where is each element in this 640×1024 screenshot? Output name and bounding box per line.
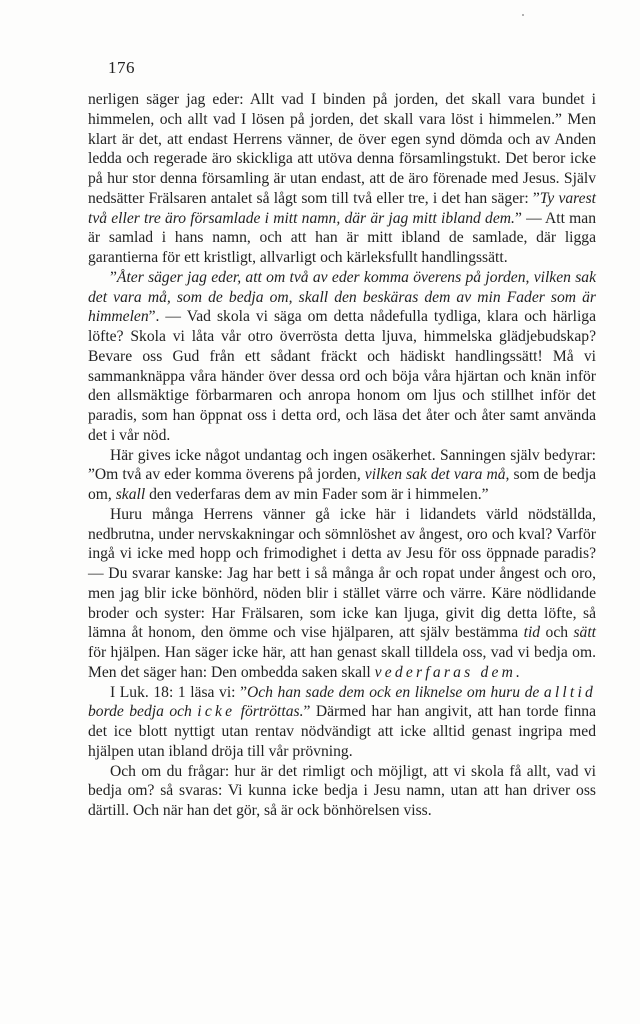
paper-speck <box>522 14 524 16</box>
text-run: sätt <box>573 624 597 642</box>
text-run: och <box>540 624 574 642</box>
text-run: förtröttas. <box>235 703 304 721</box>
text-run: borde bedja och <box>88 703 198 721</box>
body-text <box>88 90 596 821</box>
text-run: ” — Att man är samlad i hans namn, och att han är mitt ibland de samlade, där ligga garantierna för ett kristligt, allvarligt och kärleksfullt handlingssätt. <box>88 209 597 266</box>
text-run: vilken sak det vara må, <box>364 466 510 484</box>
paragraph-4 <box>88 505 596 683</box>
text-run: vederfaras dem. <box>374 663 524 681</box>
text-run: icke <box>197 703 236 721</box>
text-run: skall <box>115 486 146 503</box>
text-run: Huru många Herrens vänner gå icke här i lidandets värld nödställda, nedbrutna, under nervskakningar och sömnlöshet av ångest, oro och kval? Varför ingå vi icke med hopp och frimodighet i detta av Jesu för oss öppnade paradis? — Du svarar kanske: Jag har bett i så många år och ropat under ångest och oro, men jag blir icke bönhörd, nöden blir i stället värre och värre. Käre nödlidande broder och syster: Har Frälsaren, som icke kan ljuga, givit dig detta löfte, så lämna åt honom, den ömme och vise hjälparen, att själv bestämma <box>88 505 596 642</box>
text-run: Åter säger jag eder, att om två av eder komma överens på jorden, vilken sak det vara må, som de bedja om, skall den beskäras dem av min Fader som är himmelen <box>88 268 596 326</box>
paragraph-5 <box>88 683 596 762</box>
text-run: ” <box>110 268 117 286</box>
text-run: ” Därmed har han angivit, att han torde finna det ice blott nyttigt utan rentav nödvändigt att icke alltid genast ingripa med hjälpen utan ibland dröja till vår prövning. <box>88 703 596 760</box>
text-run: ”. — Vad skola vi säga om detta nådefulla tydliga, klara och härliga löfte? Skola vi låta vår otro överrösta detta ljuva, himmelska glädjebudskap? Bevare oss Gud från ett sådant fräckt och hädiskt handlingssätt! Må vi sammanknäppa våra händer över dessa ord och böja våra hjärtan och knän inför den allsmäktige förbarmaren och anropa honom om ljus och stillhet inför det paradis, som han öppnat oss i detta ord, och läsa det åter och åter samt använda det i vår nöd. <box>88 308 596 444</box>
paragraph-1 <box>88 90 596 268</box>
page-number: 176 <box>108 58 135 77</box>
text-run: alltid <box>543 683 596 701</box>
paragraph-6 <box>88 762 596 821</box>
paragraph-2 <box>88 268 596 446</box>
text-run: som de bedja om, <box>88 466 596 503</box>
text-run: Och om du frågar: hur är det rimligt och möjligt, att vi skola få allt, vad vi bedja om? så svaras: Vi kunna icke bedja i Jesu namn, utan att han driver oss därtill. Och när han det gör, så är ock bönhörelsen viss. <box>88 762 596 819</box>
text-run: Och han sade dem ock en liknelse om huru de <box>247 683 544 701</box>
text-run: nerligen säger jag eder: Allt vad I binden på jorden, det skall vara bundet i himmelen, och allt vad I lösen på jorden, det skall vara löst i himmelen.” Men klart är det, att endast Herrens vänner, de över egen synd dömda och av Anden ledda och regerade äro skickliga att utöva denna församlingstukt. Det beror icke på hur stor denna församling är utan endast, att de äro förenade med Jesus. Själv nedsätter Frälsaren antalet så lågt som till två eller tre, i det han säger: ” <box>88 91 596 207</box>
text-run: för hjälpen. Han säger icke här, att han genast skall tilldela oss, vad vi bedja om. Men det säger han: Den ombedda saken skall <box>88 644 596 681</box>
text-run: Här gives icke något undantag och ingen osäkerhet. Sanningen själv bedyrar: ”Om två av eder komma överens på jorden, <box>88 446 596 484</box>
text-run: den vederfaras dem av min Fader som är i himmelen.” <box>145 486 489 503</box>
text-run: I Luk. 18: 1 läsa vi: ” <box>110 683 247 701</box>
text-run: tid <box>523 624 541 642</box>
paragraph-3 <box>88 446 596 505</box>
text-run: Ty varest två eller tre äro församlade i mitt namn, där är jag mitt ibland dem. <box>88 189 596 227</box>
